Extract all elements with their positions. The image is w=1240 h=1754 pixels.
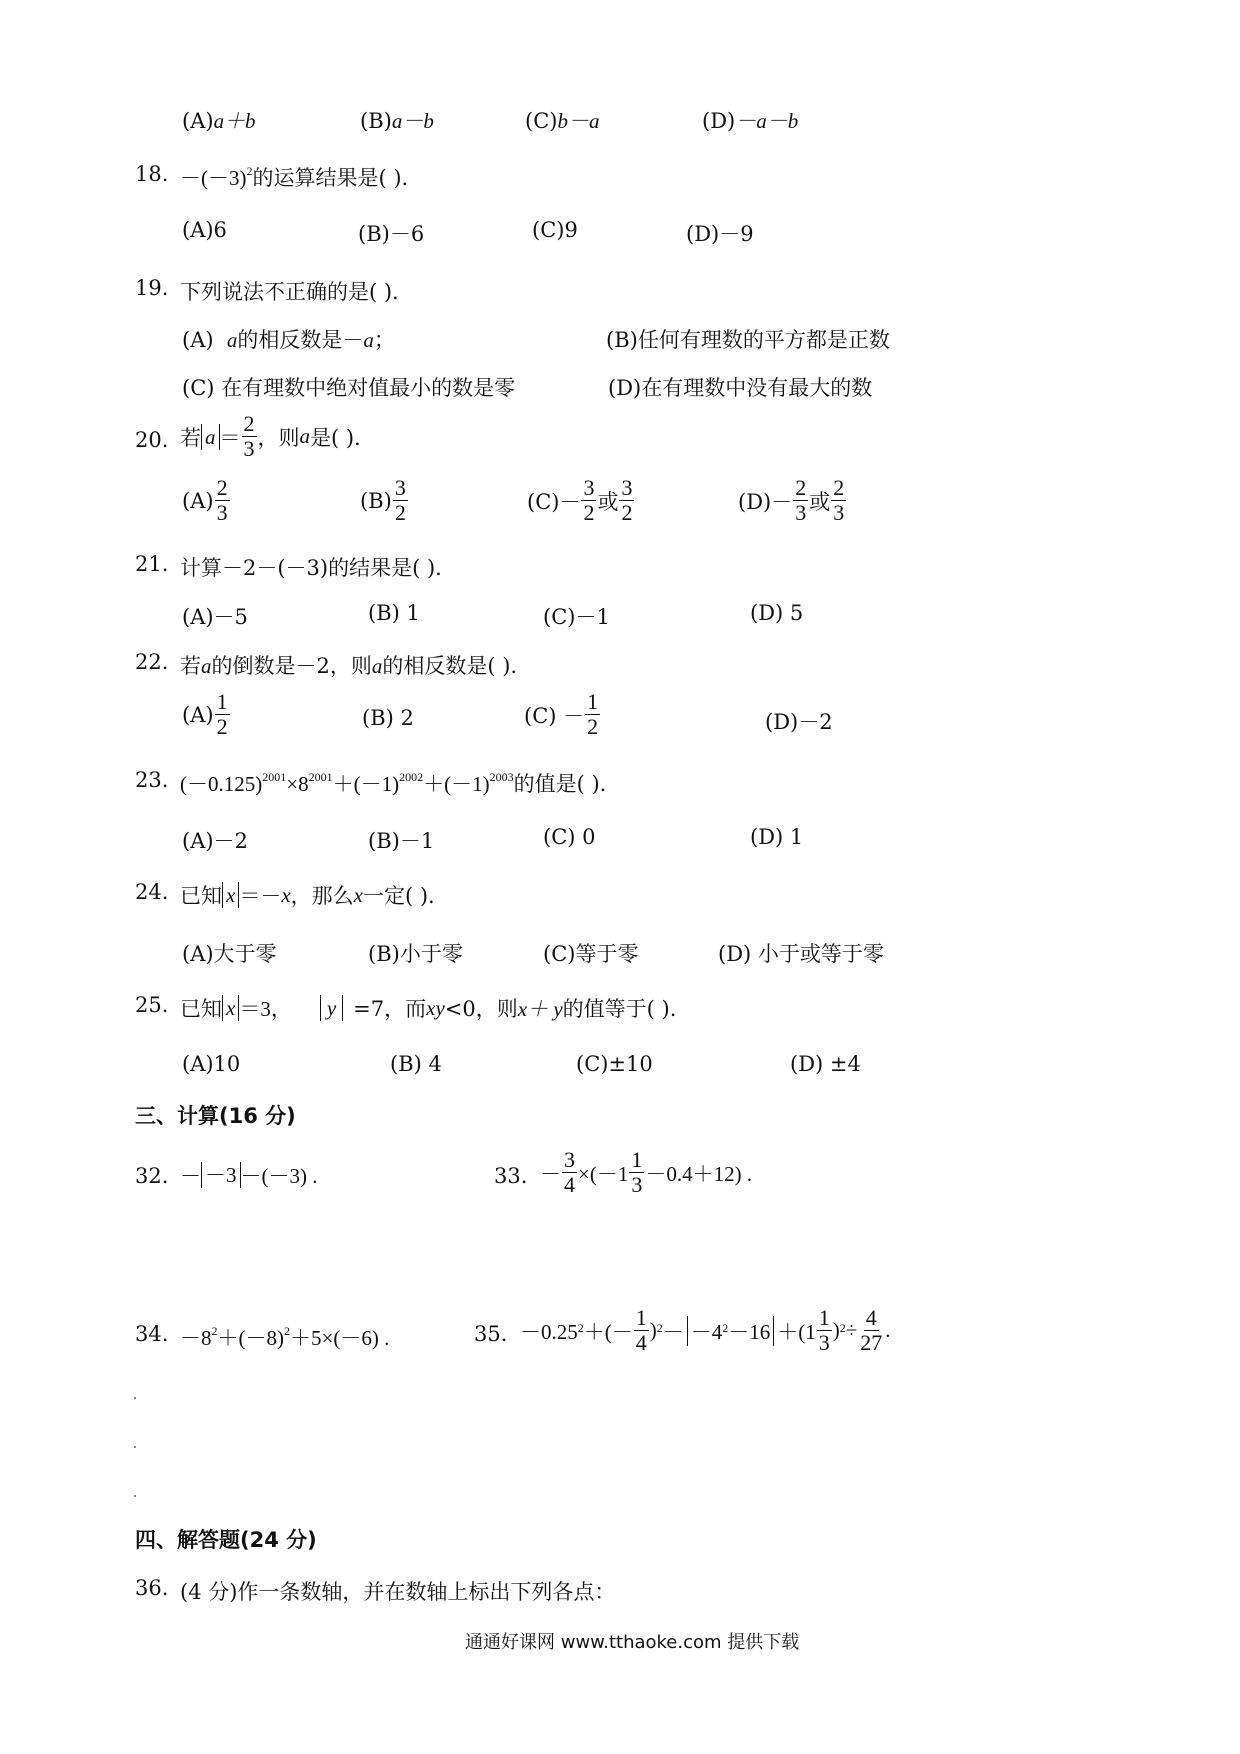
question-number: 36. (135, 1576, 169, 1600)
q24-option-b: (B)小于零 (368, 942, 463, 966)
footer-text: 通通好课网 www.tthaoke.com 提供下载 (465, 1632, 800, 1653)
q25-option-d: (D) ±4 (790, 1052, 861, 1076)
q25-stem: 25. 已知 x ＝3， y =7，而 xy <0，则 x＋ y 的值等于( ). (135, 993, 677, 1021)
q20-stem: 20. 若 a ＝ $\frac{2}{3}$ ，则 a 是( ). (135, 411, 361, 461)
q21-option-d: (D) 5 (750, 601, 804, 625)
q22-option-a: (A) $\frac{1}{2}$ (182, 689, 228, 739)
q17-option-a: (A)a＋b (182, 109, 256, 133)
q19-option-c: (C) 在有理数中绝对值最小的数是零 (182, 376, 516, 400)
q23-option-c: (C) 0 (543, 825, 596, 849)
q19-options-row2 (0, 372, 1240, 412)
abs-y: y (320, 995, 343, 1021)
q25-option-b: (B) 4 (390, 1052, 442, 1076)
scan-speck (134, 1446, 136, 1448)
q22-option-b: (B) 2 (362, 706, 414, 730)
question-number: 24. (135, 880, 169, 904)
q24-option-c: (C)等于零 (543, 942, 639, 966)
q25-option-a: (A)10 (182, 1052, 241, 1076)
q18-option-b: (B)－6 (358, 222, 425, 246)
q21-option-b: (B) 1 (368, 601, 420, 625)
scan-speck (134, 1397, 136, 1399)
q23-options (0, 825, 1240, 865)
abs-x: x (222, 882, 239, 908)
q23-option-a: (A)－2 (182, 829, 248, 853)
page-footer (0, 1628, 1240, 1668)
q22-option-d: (D)－2 (765, 710, 833, 734)
q17-option-b: (B)a－b (360, 109, 434, 133)
q35-expression: －0.25 $^2$ ＋(－ $\frac{1}{4}$ ) $^2$ － －4 $^2$ －16 ＋(1 $\frac{1}{3}$ ) $^2$ ÷ $\frac{4}{27}$ . (520, 1305, 891, 1355)
q19-option-b: (B)任何有理数的平方都是正数 (606, 328, 890, 352)
q19-stem: 19. 下列说法不正确的是( ). (135, 276, 399, 304)
q32-expression: － －3 －(－3) . (180, 1163, 318, 1188)
question-number: 35. (474, 1322, 508, 1346)
section-3-heading: 三、计算(16 分) (135, 1104, 296, 1128)
q18-stem: 18. $-(-3)^2$的运算结果是( ). (135, 162, 409, 190)
q19-option-a: (A) a的相反数是－a； (182, 328, 395, 352)
question-number: 23. (135, 768, 169, 792)
q23-option-d: (D) 1 (750, 825, 804, 849)
q21-stem: 21. 计算－2－(－3)的结果是( ). (135, 552, 442, 580)
q21-option-c: (C)－1 (543, 605, 610, 629)
section-4-heading: 四、解答题(24 分) (135, 1528, 317, 1552)
fraction: $\frac{2}{3}$ (243, 411, 255, 461)
question-number: 34. (135, 1322, 169, 1346)
question-number: 18. (135, 162, 169, 186)
q33-expression: － $\frac{3}{4}$ ×(－1 $\frac{1}{3}$ －0.4＋12) . (540, 1147, 753, 1197)
q22-stem: 22. 若a的倒数是－2，则a的相反数是( ). (135, 650, 518, 678)
q24-stem: 24. 已知 x ＝－ x ，那么 x 一定( ). (135, 880, 435, 908)
q20-option-c: (C)－ $\frac{3}{2}$ 或 $\frac{3}{2}$ (527, 475, 633, 525)
q20-option-d: (D)－ $\frac{2}{3}$ 或 $\frac{2}{3}$ (738, 475, 845, 525)
q34-expression: $-8^2+(-8)^2+5\times(-6)$ . (180, 1324, 390, 1350)
q20-option-a: (A) $\frac{2}{3}$ (182, 475, 228, 525)
q24-option-a: (A)大于零 (182, 942, 277, 966)
q24-options (0, 938, 1240, 978)
question-number: 33. (494, 1164, 528, 1188)
q24-option-d: (D) 小于或等于零 (718, 942, 884, 966)
q18-option-c: (C)9 (532, 218, 578, 242)
q23-option-b: (B)－1 (368, 829, 435, 853)
q20-option-b: (B) $\frac{3}{2}$ (360, 475, 406, 525)
q17-options (0, 105, 1240, 145)
question-number: 19. (135, 276, 169, 300)
q36-stem: 36. (4 分)作一条数轴，并在数轴上标出下列各点： (135, 1576, 616, 1604)
q20-options (0, 476, 1240, 536)
q22-options (0, 690, 1240, 750)
q25-option-c: (C)±10 (576, 1052, 653, 1076)
q34-q35-row (0, 1306, 1240, 1366)
question-number: 22. (135, 650, 169, 674)
question-number: 32. (135, 1164, 169, 1188)
q18-option-d: (D)－9 (686, 222, 754, 246)
question-number: 25. (135, 993, 169, 1017)
q19-options-row1 (0, 324, 1240, 364)
q22-option-c: (C) － $\frac{1}{2}$ (524, 689, 599, 739)
q23-stem: 23. $(-0.125)^{2001}\times 8^{2001}+(-1)^{2002}+(-1)^{2003}$的值是( ). (135, 768, 607, 796)
q18-options (0, 218, 1240, 258)
q19-option-d: (D)在有理数中没有最大的数 (608, 376, 873, 400)
q17-option-c: (C)b－a (525, 109, 600, 133)
q17-option-d: (D)－a－b (702, 109, 799, 133)
question-number: 21. (135, 552, 169, 576)
q18-option-a: (A)6 (182, 218, 227, 242)
question-number: 20. (135, 428, 169, 452)
abs-x: x (222, 995, 239, 1021)
abs-a: a (201, 424, 220, 450)
q21-option-a: (A)－5 (182, 605, 248, 629)
q32-q33-row (0, 1148, 1240, 1208)
q25-options (0, 1052, 1240, 1092)
scan-speck (134, 1495, 136, 1497)
q21-options (0, 601, 1240, 641)
